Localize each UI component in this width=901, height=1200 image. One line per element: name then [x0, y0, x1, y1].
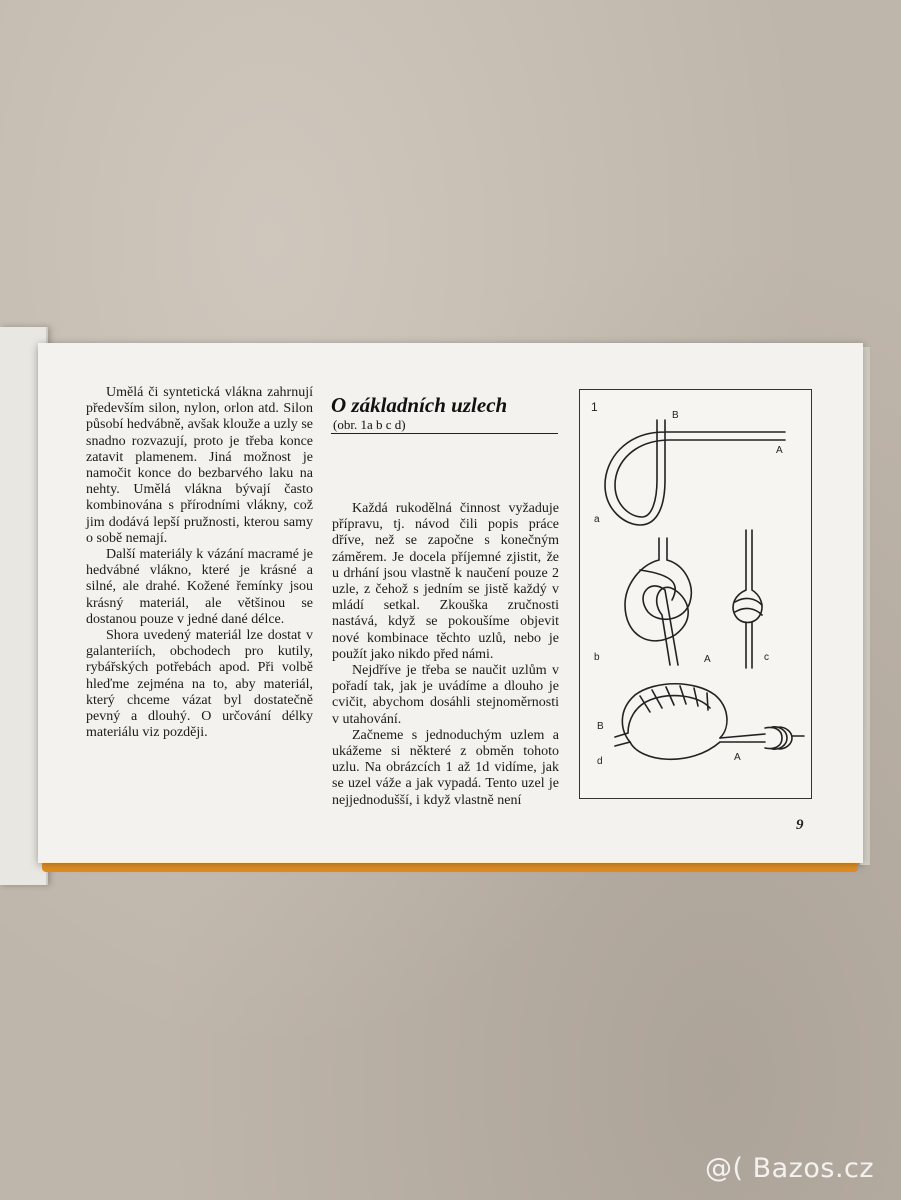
page-number: 9 — [796, 817, 804, 833]
strand-label-a: A — [776, 445, 783, 456]
book-page — [38, 343, 863, 863]
paragraph: Umělá či syntetická vlákna zahrnují především silon, nylon, orlon atd. Silon působí hedvábně, avšak klouže a uzly se snadno rozvazují, proto je třeba konce zatavit plamenem. Jiná možnost je namočit konce do bezbarvého laku na nehty. Umělá vlákna bývají často kombinována s přírodními vlákny, což jim dodává lepší pružnosti, kterou samy o sobě nemají. — [86, 385, 313, 546]
heading-underline — [331, 433, 558, 434]
strand-label-b-fig-d: B — [597, 721, 604, 732]
paragraph: Shora uvedený materiál lze dostat v galanteriích, obchodech pro kutily, rybářských potřebách apod. Při volbě hleďme zejména na to, aby materiál, který chceme vázat byl dostatečně pevný a dlouhý. O určování délky materiálu viz později. — [86, 628, 313, 741]
middle-text-column — [332, 501, 559, 809]
knot-c-drawing — [733, 530, 762, 668]
figure-label-d: d — [597, 756, 603, 767]
knot-d-drawing — [615, 684, 804, 760]
knot-b-drawing — [625, 538, 691, 665]
knot-a-drawing — [605, 420, 785, 525]
paragraph: Další materiály k vázání macramé je hedvábné vlákno, které je krásné a silné, ale drahé. Kožené řemínky jsou krásný materiál, ale většinou se dostanou pouze v jedné dané délce. — [86, 547, 313, 627]
section-title: O základních uzlech — [331, 393, 508, 417]
figure-label-b: b — [594, 652, 600, 663]
watermark-text: @( Bazos.cz — [705, 1153, 875, 1184]
strand-label-a-fig-d: A — [734, 752, 741, 763]
figure-number: 1 — [591, 400, 598, 414]
section-subtitle: (obr. 1a b c d) — [333, 417, 406, 432]
strand-label-b: B — [672, 410, 679, 421]
figure-label-a: a — [594, 514, 600, 525]
paragraph: Nejdříve je třeba se naučit uzlům v pořadí tak, jak je uvádíme a dlouho je cvičit, abychom dosáhli stejnoměrnosti v utahování. — [332, 663, 559, 727]
left-text-column — [86, 385, 313, 741]
paragraph: Začneme s jednoduchým uzlem a ukážeme si některé z obměn tohoto uzlu. Na obrázcích 1 až 1d vidíme, jak se uzel váže a jak vypadá. Tento uzel je nejjednodušší, i když vlastně není — [332, 727, 559, 808]
figure-label-c: c — [764, 652, 769, 663]
knot-figure — [579, 389, 812, 799]
strand-label-a-fig-b: A — [704, 654, 711, 665]
paragraph: Každá rukodělná činnost vyžaduje přípravu, tj. návod čili popis práce dříve, než se započne s konečným záměrem. Je docela příjemné zjistit, že u drhání jsou vlastně k naučení pouze 2 uzle, z čehož s jedním se jistě každý v mládí setkal. Zkouška zručnosti nastává, když se pokoušíme objevit nové kombinace těchto uzlů, nebo je použít jako nikdo před námi. — [332, 501, 559, 662]
